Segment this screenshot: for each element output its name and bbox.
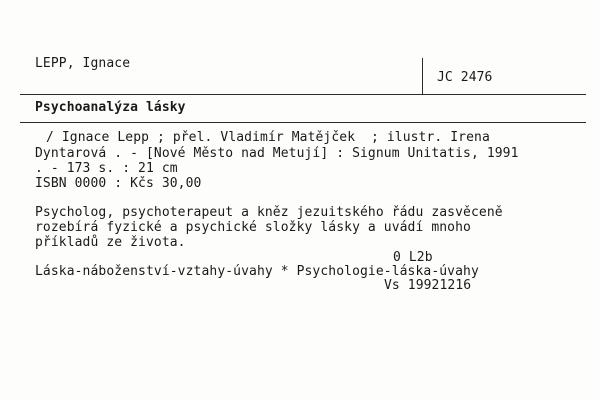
call-number-divider [422, 58, 423, 94]
description-line: Dyntarová . - [Nové Město nad Metují] : Signum Unitatis, 1991 [35, 146, 519, 161]
description-line: . - 173 s. : 21 cm [35, 161, 178, 176]
annotation-line: příkladů ze života. [35, 235, 186, 250]
header-rule [20, 94, 586, 95]
description-line: ISBN 0000 : Kčs 30,00 [35, 176, 202, 191]
subject-headings: Láska-náboženství-vztahy-úvahy * Psychologie-láska-úvahy [35, 264, 479, 279]
author-heading: LEPP, Ignace [35, 56, 131, 71]
description-line: / Ignace Lepp ; přel. Vladimír Matějček ; ilustr. Irena [46, 130, 490, 145]
accession-number: Vs 19921216 [384, 278, 472, 293]
call-number: JC 2476 [437, 70, 493, 85]
classification-code: 0 L2b [393, 250, 433, 265]
annotation-line: Psycholog, psychoterapeut a kněz jezuitského řádu zasvěceně [35, 205, 503, 220]
book-title: Psychoanalýza lásky [35, 100, 186, 115]
annotation-line: rozebírá fyzické a psychické složky lásky a uvádí mnoho [35, 220, 471, 235]
title-rule [20, 122, 586, 123]
